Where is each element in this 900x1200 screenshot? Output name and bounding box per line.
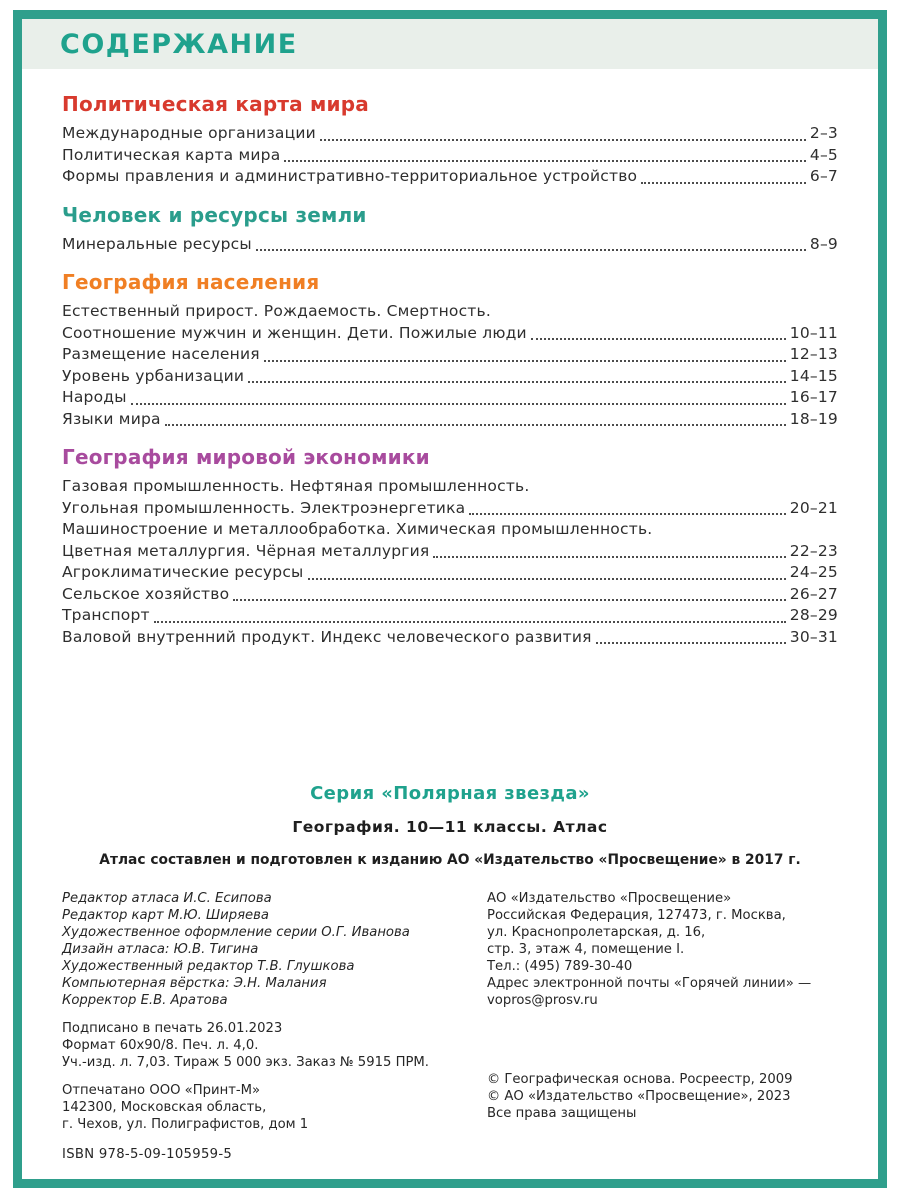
dot-leader: [639, 166, 808, 188]
toc-entry-title: Естественный прирост. Рождаемость. Смертность.: [62, 302, 491, 320]
toc-entry-title: Языки мира: [62, 409, 161, 428]
publisher-block: [487, 890, 838, 1009]
toc-entry-pages: 4–5: [809, 145, 838, 164]
toc-entry-title: Размещение населения: [62, 345, 260, 363]
credit-line: Художественный редактор Т.В. Глушкова: [62, 959, 355, 974]
toc-entry: [62, 387, 838, 409]
printer-line: 142300, Московская область,: [62, 1100, 267, 1115]
dot-leader: [282, 145, 808, 167]
toc-entry: [62, 519, 838, 541]
toc-entry-title: Международные организации: [62, 124, 316, 142]
book-title: География. 10—11 классы. Атлас: [292, 818, 608, 836]
toc-section-heading: Человек и ресурсы земли: [62, 202, 367, 227]
toc-entry: [62, 584, 838, 606]
dot-leader: [246, 366, 788, 388]
toc-entry-title: Политическая карта мира: [62, 145, 281, 164]
dot-leader: [431, 541, 787, 563]
print-info-line: Уч.-изд. л. 7,03. Тираж 5 000 экз. Заказ № 5915 ПРМ.: [62, 1055, 430, 1070]
copyright-line: Все права защищены: [487, 1106, 637, 1121]
printer-block: [62, 1082, 487, 1133]
toc-entry: [62, 409, 838, 431]
publisher-line: стр. 3, этаж 4, помещение I.: [487, 942, 685, 957]
toc-entry-pages: 26–27: [789, 584, 838, 603]
toc-entry-pages: 10–11: [789, 323, 838, 342]
credits-block: [62, 890, 487, 1009]
toc-section: [62, 203, 838, 256]
toc-section-heading: Политическая карта мира: [62, 92, 369, 116]
page-header: [22, 19, 878, 69]
toc-entry-title: Уровень урбанизации: [62, 366, 245, 385]
toc-entry-title: Валовой внутренний продукт. Индекс человеческого развития: [62, 627, 592, 646]
toc-entry: [62, 366, 838, 388]
publisher-line: Российская Федерация, 127473, г. Москва,: [487, 908, 786, 923]
toc-entry-title: Народы: [62, 388, 127, 406]
toc-entry-pages: 16–17: [789, 388, 838, 406]
toc-entry: [62, 145, 838, 167]
toc-entry-pages: 6–7: [809, 167, 838, 185]
toc-entry-title: Цветная металлургия. Чёрная металлургия: [62, 541, 430, 560]
dot-leader: [262, 344, 788, 366]
toc-entry-pages: 18–19: [789, 409, 838, 428]
copyright-line: © Географическая основа. Росреестр, 2009: [487, 1072, 793, 1087]
dot-leader: [306, 562, 788, 584]
toc-entry: [62, 234, 838, 256]
toc-entry-title: Соотношение мужчин и женщин. Дети. Пожилые люди: [62, 323, 527, 342]
toc-entry-pages: 30–31: [789, 627, 838, 646]
toc-entry-title: Сельское хозяйство: [62, 584, 230, 603]
toc-entry-pages: 8–9: [809, 234, 838, 253]
toc-entry-title: Минеральные ресурсы: [62, 234, 252, 253]
dot-leader: [129, 387, 788, 409]
dot-leader: [163, 409, 788, 431]
print-info-block: [62, 1020, 487, 1071]
publisher-line: Адрес электронной почты «Горячей линии» —: [487, 976, 812, 991]
copyright-line: © АО «Издательство «Просвещение», 2023: [487, 1089, 791, 1104]
series-title: Серия «Полярная звезда»: [310, 783, 590, 804]
page-title: СОДЕРЖАНИЕ: [60, 28, 298, 60]
toc: [62, 92, 838, 648]
printer-line: Отпечатано ООО «Принт-М»: [62, 1083, 261, 1098]
toc-entry: [62, 605, 838, 627]
toc-entry: [62, 344, 838, 366]
colophon-left-column: [62, 890, 487, 1163]
credit-line: Редактор карт М.Ю. Ширяева: [62, 908, 269, 923]
toc-entry-title: Транспорт: [62, 606, 150, 624]
toc-entry: [62, 627, 838, 649]
toc-entry-pages: 28–29: [789, 606, 838, 624]
toc-entry-pages: 20–21: [789, 498, 838, 517]
toc-entry: [62, 123, 838, 145]
publisher-line: vopros@prosv.ru: [487, 993, 598, 1008]
printer-line: г. Чехов, ул. Полиграфистов, дом 1: [62, 1117, 309, 1132]
toc-entry-title: Угольная промышленность. Электроэнергетика: [62, 498, 466, 517]
toc-entry: [62, 541, 838, 563]
dot-leader: [594, 627, 788, 649]
credit-line: Дизайн атласа: Ю.В. Тигина: [62, 942, 259, 957]
toc-entry: [62, 323, 838, 345]
credit-line: Корректор Е.В. Аратова: [62, 993, 228, 1008]
dot-leader: [231, 584, 788, 606]
dot-leader: [318, 123, 808, 145]
publisher-line: Тел.: (495) 789-30-40: [487, 959, 633, 974]
colophon-columns: [62, 890, 838, 1163]
toc-entry-title: Газовая промышленность. Нефтяная промышленность.: [62, 477, 530, 495]
toc-entry-pages: 24–25: [789, 563, 838, 581]
publisher-line: ул. Краснопролетарская, д. 16,: [487, 925, 706, 940]
toc-entry: [62, 301, 838, 323]
credit-line: Художественное оформление серии О.Г. Иванова: [62, 925, 410, 940]
dot-leader: [467, 498, 787, 520]
colophon-right-column: [487, 890, 838, 1163]
toc-entry: [62, 562, 838, 584]
toc-entry-pages: 14–15: [789, 366, 838, 385]
toc-section: [62, 270, 838, 430]
toc-entry-title: Машиностроение и металлообработка. Химическая промышленность.: [62, 520, 653, 538]
toc-entry-title: Агроклиматические ресурсы: [62, 563, 304, 581]
print-info-line: Подписано в печать 26.01.2023: [62, 1021, 283, 1036]
page-border-frame: [13, 10, 887, 1188]
toc-entry-pages: 22–23: [789, 541, 838, 560]
toc-entry: [62, 476, 838, 498]
edition-note: Атлас составлен и подготовлен к изданию АО «Издательство «Просвещение» в 2017 г.: [99, 852, 801, 868]
toc-entry: [62, 166, 838, 188]
page-content: [22, 69, 878, 1163]
print-info-line: Формат 60х90/8. Печ. л. 4,0.: [62, 1038, 259, 1053]
toc-entry-pages: 12–13: [789, 345, 838, 363]
publisher-line: АО «Издательство «Просвещение»: [487, 891, 732, 906]
toc-section-heading: География населения: [62, 270, 320, 294]
toc-section-heading: География мировой экономики: [62, 445, 430, 469]
dot-leader: [529, 323, 788, 345]
copyright-block: [487, 1071, 838, 1122]
toc-entry-title: Формы правления и административно-территориальное устройство: [62, 167, 638, 185]
dot-leader: [152, 605, 788, 627]
isbn: ISBN 978-5-09-105959-5: [62, 1147, 233, 1162]
credit-line: Компьютерная вёрстка: Э.Н. Малания: [62, 976, 327, 991]
toc-entry: [62, 498, 838, 520]
toc-section: [62, 92, 838, 188]
dot-leader: [254, 234, 808, 256]
toc-section: [62, 445, 838, 648]
toc-entry-pages: 2–3: [809, 124, 838, 142]
credit-line: Редактор атласа И.С. Есипова: [62, 891, 272, 906]
colophon: [62, 783, 838, 1163]
